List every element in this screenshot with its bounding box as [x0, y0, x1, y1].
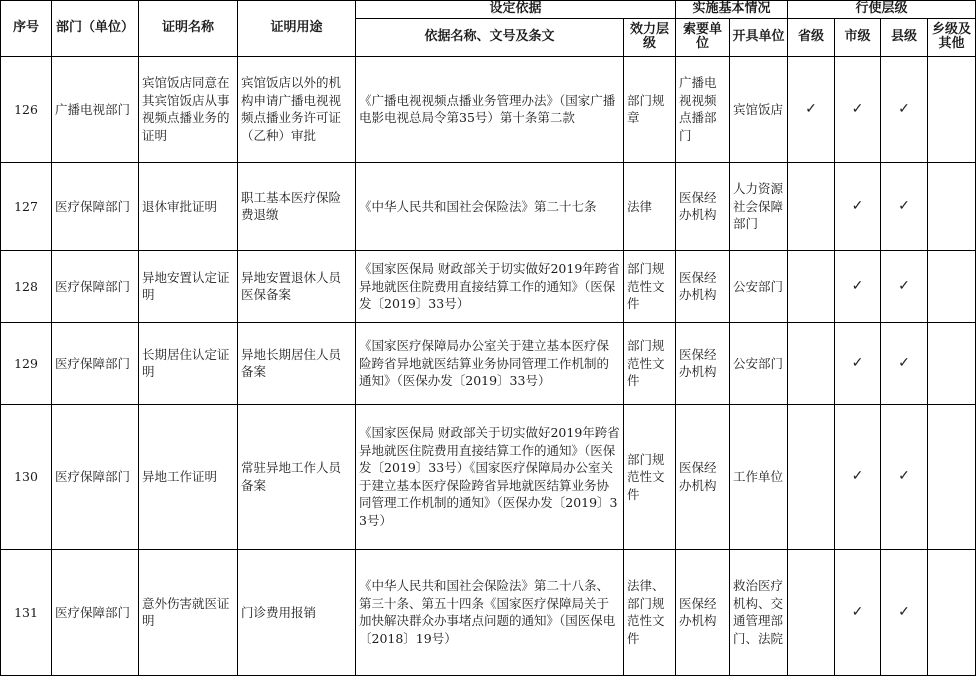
- row-dept: 医疗保障部门: [52, 322, 139, 404]
- row-cert-name: 意外伤害就医证明: [139, 549, 238, 675]
- check-city: ✓: [835, 250, 881, 322]
- row-seq: 126: [1, 56, 52, 162]
- check-city: ✓: [835, 404, 881, 549]
- table-row: [1, 162, 976, 250]
- row-force: 部门规章: [624, 56, 676, 162]
- row-use: 职工基本医疗保险费退缴: [238, 162, 356, 250]
- check-province: [788, 250, 835, 322]
- header-dept: 部门（单位）: [52, 1, 139, 57]
- row-seq: 130: [1, 404, 52, 549]
- header-force: 效力层级: [624, 18, 676, 56]
- row-issue-unit: 人力资源社会保障部门: [730, 162, 788, 250]
- row-force: 法律: [624, 162, 676, 250]
- check-city: ✓: [835, 56, 881, 162]
- row-dept: 医疗保障部门: [52, 250, 139, 322]
- row-force: 部门规范性文件: [624, 404, 676, 549]
- row-issue-unit: 公安部门: [730, 250, 788, 322]
- row-use: 宾馆饭店以外的机构申请广播电视视频点播业务许可证（乙种）审批: [238, 56, 356, 162]
- header-basis-group: 设定依据: [356, 1, 676, 19]
- check-town: [928, 404, 976, 549]
- row-cert-name: 退休审批证明: [139, 162, 238, 250]
- row-need-unit: 医保经办机构: [676, 404, 730, 549]
- row-issue-unit: 工作单位: [730, 404, 788, 549]
- header-province: 省级: [788, 18, 835, 56]
- row-issue-unit: 宾馆饭店: [730, 56, 788, 162]
- row-need-unit: 医保经办机构: [676, 549, 730, 675]
- table-row: [1, 549, 976, 675]
- row-cert-name: 异地工作证明: [139, 404, 238, 549]
- row-basis: 《中华人民共和国社会保险法》第二十八条、第三十条、第五十四条《国家医疗保障局关于加快解决群众办事堵点问题的通知》（国医保电〔2018〕19号）: [356, 549, 624, 675]
- header-seq: 序号: [1, 1, 52, 57]
- row-cert-name: 宾馆饭店同意在其宾馆饭店从事视频点播业务的证明: [139, 56, 238, 162]
- row-use: 常驻异地工作人员备案: [238, 404, 356, 549]
- check-town: [928, 250, 976, 322]
- check-province: [788, 549, 835, 675]
- row-dept: 广播电视部门: [52, 56, 139, 162]
- header-need-unit: 索要单位: [676, 18, 730, 56]
- check-county: ✓: [881, 56, 928, 162]
- row-seq: 128: [1, 250, 52, 322]
- row-need-unit: 广播电视视频点播部门: [676, 56, 730, 162]
- table-row: [1, 56, 976, 162]
- row-seq: 131: [1, 549, 52, 675]
- table-row: [1, 322, 976, 404]
- check-city: ✓: [835, 162, 881, 250]
- row-need-unit: 医保经办机构: [676, 162, 730, 250]
- row-seq: 129: [1, 322, 52, 404]
- header-name: 证明名称: [139, 1, 238, 57]
- header-use: 证明用途: [238, 1, 356, 57]
- row-use: 异地长期居住人员备案: [238, 322, 356, 404]
- check-city: ✓: [835, 322, 881, 404]
- check-county: ✓: [881, 549, 928, 675]
- row-seq: 127: [1, 162, 52, 250]
- row-force: 部门规范性文件: [624, 322, 676, 404]
- row-basis: 《广播电视视频点播业务管理办法》（国家广播电影电视总局令第35号）第十条第二款: [356, 56, 624, 162]
- row-need-unit: 医保经办机构: [676, 322, 730, 404]
- header-issue-unit: 开具单位: [730, 18, 788, 56]
- check-town: [928, 322, 976, 404]
- check-county: ✓: [881, 250, 928, 322]
- header-town: 乡级及其他: [928, 18, 976, 56]
- row-force: 法律、部门规范性文件: [624, 549, 676, 675]
- row-basis: 《国家医保局 财政部关于切实做好2019年跨省异地就医住院费用直接结算工作的通知》（医保发〔2019〕33号）《国家医疗保障局办公室关于建立基本医疗保险跨省异地就医结算业务协同管理工作机制的通知》（医保办发〔2019〕33号）: [356, 404, 624, 549]
- table-row: [1, 250, 976, 322]
- check-county: ✓: [881, 404, 928, 549]
- row-basis: 《国家医疗保障局办公室关于建立基本医疗保险跨省异地就医结算业务协同管理工作机制的通知》（医保办发〔2019〕33号）: [356, 322, 624, 404]
- check-county: ✓: [881, 322, 928, 404]
- row-use: 门诊费用报销: [238, 549, 356, 675]
- check-county: ✓: [881, 162, 928, 250]
- header-basis-name: 依据名称、文号及条文: [356, 18, 624, 56]
- table-row: [1, 404, 976, 549]
- row-basis: 《国家医保局 财政部关于切实做好2019年跨省异地就医住院费用直接结算工作的通知》（医保发〔2019〕33号）: [356, 250, 624, 322]
- row-need-unit: 医保经办机构: [676, 250, 730, 322]
- check-province: [788, 162, 835, 250]
- row-cert-name: 长期居住认定证明: [139, 322, 238, 404]
- check-town: [928, 549, 976, 675]
- check-province: ✓: [788, 56, 835, 162]
- check-city: ✓: [835, 549, 881, 675]
- row-dept: 医疗保障部门: [52, 404, 139, 549]
- header-city: 市级: [835, 18, 881, 56]
- row-issue-unit: 救治医疗机构、交通管理部门、法院: [730, 549, 788, 675]
- row-force: 部门规范性文件: [624, 250, 676, 322]
- row-dept: 医疗保障部门: [52, 549, 139, 675]
- row-cert-name: 异地安置认定证明: [139, 250, 238, 322]
- header-level-group: 行使层级: [788, 1, 976, 19]
- check-town: [928, 162, 976, 250]
- row-issue-unit: 公安部门: [730, 322, 788, 404]
- header-county: 县级: [881, 18, 928, 56]
- check-town: [928, 56, 976, 162]
- row-dept: 医疗保障部门: [52, 162, 139, 250]
- header-impl-group: 实施基本情况: [676, 1, 788, 19]
- check-province: [788, 322, 835, 404]
- check-province: [788, 404, 835, 549]
- row-basis: 《中华人民共和国社会保险法》第二十七条: [356, 162, 624, 250]
- row-use: 异地安置退休人员医保备案: [238, 250, 356, 322]
